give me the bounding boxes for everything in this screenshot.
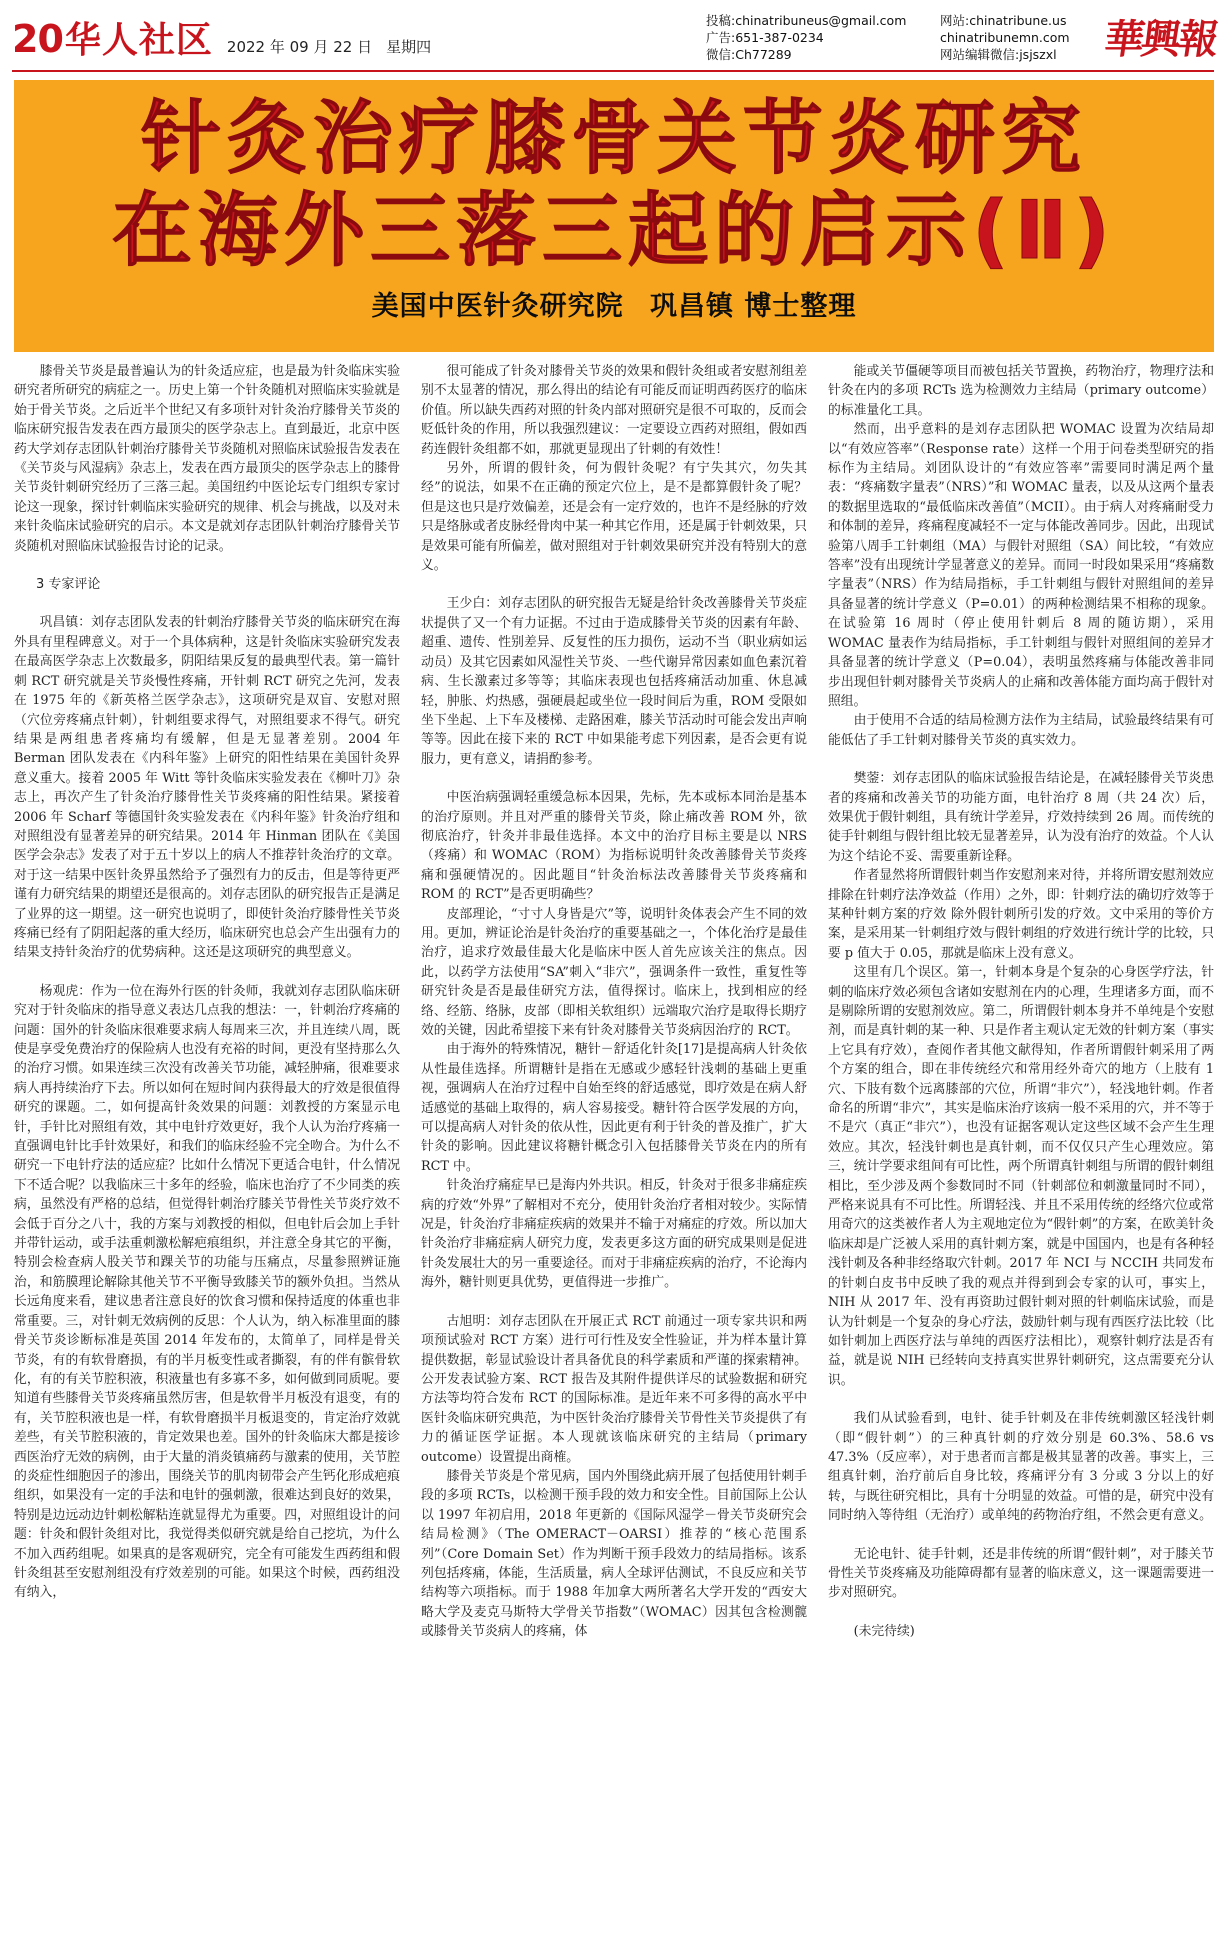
comment-gong: 巩昌镇：刘存志团队发表的针刺治疗膝骨关节炎的临床研究在海外具有里程碑意义。对于一个具体病种，这是针灸临床实验研究发表在最高医学杂志上次数最多，阴阳结果反复的最典型代表。第一篇针刺 RCT 研究就是关节炎慢性疼痛，开针刺 RCT 研究之先河，发表在 1975 年的《新英格兰医学杂志》，这项研究是双盲、安慰对照（穴位旁疼痛点针刺），针刺组要求得气，对照组要求不得气。研究结果是两组患者疼痛均有缓解，但是无显著差别。2004 年 Berman 团队发表在《内科年鉴》上研究的阳性结果在美国针灸界意义重大。接着 2005 年 Witt 等针灸临床实验发表在《柳叶刀》杂志上，再次产生了针灸治疗膝骨性关节炎疼痛的阳性结果。紧接着 2006 年 Scharf 等德国针灸实验发表在《内科年鉴》针灸治疗组和对照组没有显著差异的研究结果。2014 年 Hinman 团队在《美国医学会杂志》发表了对于五十岁以上的病人不推荐针灸治疗的文章。对于这一结果中医针灸界虽然给予了强烈有力的反击，但是等待更严谨有力研究结果的期望还是很高的。刘存志团队的研究报告正是满足了业界的这一期望。这一研究也说明了，即使针灸治疗膝骨性关节炎疼痛已经有了阴阳起落的重大经历，临床研究也总会产生出强有力的结果支持针灸治疗的优势病种。这还是这项研究的典型意义。 <box>14 615 400 961</box>
paragraph: 能或关节僵硬等项目而被包括关节置换，药物治疗，物理疗法和针灸在内的多项 RCTs 选为检测效力主结局（primary outcome）的标准量化工具。 <box>828 364 1214 418</box>
to-be-continued: (未完待续) <box>853 1623 915 1639</box>
comment-yang: 杨观虎：作为一位在海外行医的针灸师，我就刘存志团队临床研究对于针灸临床的指导意义表达几点我的想法：一，针刺治疗疼痛的问题：国外的针灸临床很难要求病人每周来三次，并且连续八周，既使是享受免费治疗的保险病人也没有充裕的时间，更没有坚持那么久的治疗习惯。如果连续三次没有改善关节功能，减轻肿痛，很难要求病人再持续治疗下去。所以如何在短时间内获得最大的疗效是很值得研究的课题。二，如何提高针灸效果的问题：刘教授的方案显示电针，手针比对照组有效，其中电针疗效更好，我个人认为治疗疼痛一直强调电针比手针效果好，和我们的临床经验不完全吻合。为什么不研究一下电针疗法的适应症？比如什么情况下更适合电针，什么情况下不适合呢？以我临床三十多年的经验，临床也治疗了不少同类的疾病，虽然没有严格的总结，但觉得针刺治疗膝关节骨性关节炎疗效不会低于百分之八十，我的方案与刘教授的相似，但电针后会加上手针并带针运动，或手法重刺激松解疤痕组织，并注意全身其它的平衡，特别会检查病人股关节和踝关节的功能与压痛点，尽量参照辨证施治，和筋膜理论解除其他关节不平衡导致膝关节的额外负担。当然从长远角度来看，建议患者注意良好的饮食习惯和保持适度的体重也非常重要。三，对针刺无效病例的反思：个人认为，纳入标准里面的膝骨关节炎诊断标准是英国 2014 年发布的，太简单了，同样是骨关节炎，有的有软骨磨损，有的半月板变性或者撕裂，有的伴有髌骨软化，有的有关节腔积液，积液量也有多寡不多，如何做到同质呢。要知道有些膝骨关节炎疼痛虽然厉害，但是软骨半月板没有退变，有的有，关节腔积液也是一样，有软骨磨损半月板退变的，肯定治疗效就差些，有关节腔积液的，肯定效果也差。国外的针灸临床大都是接诊西医治疗无效的病例，由于大量的消炎镇痛药与激素的使用，关节腔的炎症性细胞因子的渗出，围绕关节的肌肉韧带会产生钙化形成疤痕组织，如果没有一定的手法和电针的强刺激，很难达到良好的效果，特别是边远动边针刺松解粘连就显得尤为重要。四，对照组设计的问题：针灸和假针灸组对比，我觉得类似研究就是给自己挖坑，为什么不加入西药组呢。如果真的是客观研究，完全有可能发生西药组和假针灸组甚至安慰剂组没有疗效差别的可能。如果这个时候，西药组没有纳入， <box>14 983 400 1601</box>
website-secondary: chinatribunemn.com <box>940 30 1070 45</box>
paragraph: 作者显然将所谓假针刺当作安慰剂来对待，并将所谓安慰剂效应排除在针刺疗法净效益（作用）之外，即：针刺疗法的确切疗效等于某种针刺方案的疗效 除外假针刺所引发的疗效。文中采用的等价方案，是采用某一针刺组疗效与假针刺组的疗效进行统计学的比较，只要 p 值大于 0.05，那就是临床上没有意义。 <box>828 868 1214 961</box>
paragraph: 我们从试验看到，电针、徒手针刺及在非传统刺激区轻浅针刺（即“假针刺”）的三种真针刺的疗效分别是 60.3%、58.6 vs 47.3%（反应率），对于患者而言都是极其显著的改善。事实上，三组真针刺，治疗前后自身比较，疼痛评分有 3 分或 3 分以上的好转，与既往研究相比，具有十分明显的效益。可惜的是，研究中没有同时纳入等待组（无治疗）或单纯的药物治疗组，不然会更有意义。 <box>828 1411 1214 1524</box>
paragraph: 另外，所谓的假针灸，何为假针灸呢？有宁失其穴，勿失其经”的说法，如果不在正确的预定穴位上，是不是都算假针灸了呢？但是这也只是疗效偏差，还是会有一定疗效的，也许不是经脉的疗效只是络脉或者皮脉经骨肉中某一种其它作用，还是属于针刺效果，只是效果可能有所偏差，做对照组对于针刺效果研究并没有特别大的意义。 <box>421 461 807 574</box>
web-editor-wechat: 网站编辑微信:jsjszxl <box>940 47 1057 62</box>
masthead <box>0 0 1226 72</box>
website-primary: 网站:chinatribune.us <box>940 13 1067 28</box>
contact-info-left <box>706 12 906 63</box>
issue-weekday: 星期四 <box>386 38 432 56</box>
issue-date: 2022 年 09 月 22 日 <box>226 38 373 56</box>
paragraph: 这里有几个误区。第一，针刺本身是个复杂的心身医学疗法，针刺的临床疗效必须包含诸如安慰剂在内的心理，生理诸多方面，而不是剔除所谓的安慰剂效应。第二，所谓假针刺本身并不单纯是个安慰剂，而是真针刺的某一种、只是作者主观认定无效的针刺方案（事实上它具有疗效），查阅作者其他文献得知，作者所谓假针刺采用了两个方案的组合，即在非传统经穴和常用经外奇穴的地方（上肢有 1 穴、下肢有数个远离膝部的穴位，所谓“非穴”），轻浅地针刺。作者命名的所谓“非穴”，其实是临床治疗该病一般不采用的穴，并不等于不是穴（真正“非穴”），也没有证据客观认定这些区域不会产生生理效应。其次，轻浅针刺也是真针刺，而不仅仅只产生心理效应。第三，统计学要求组间有可比性，两个所谓真针刺组与所谓的假针刺组相比，至少涉及两个参数同时不同（针刺部位和刺激量同时不同），严格来说具有不可比性。所谓轻浅、并且不采用传统的经络穴位或常用奇穴的这类被作者人为主观地定位为“假针刺”的方案，在欧美针灸临床却是广泛被人采用的真针刺方案，就是中国国内，也是有各种轻浅针刺及各种非经络取穴针刺。2017 年 NCI 与 NCCIH 共同发布的针刺白皮书中反映了我的观点并得到到会专家的认可，事实上，NIH 从 2017 年、没有再资助过假针刺对照的针刺临床试验，而是认为针刺是一个复杂的身心疗法，鼓励针刺与现有西医疗法比较（比如针刺加上西医疗法与单纯的西医疗法相比），观察针刺疗法是否有益，就是说 NIH 已经转向支持真实世界针刺研究，这点需要充分认识。 <box>828 965 1214 1388</box>
comment-fan: 樊蓥：刘存志团队的临床试验报告结论是，在减轻膝骨关节炎患者的疼痛和改善关节的功能方面，电针治疗 8 周（共 24 次）后，效果优于假针刺组，具有统计学差异，疗效持续到 26 周。而传统的徒手针刺组与假针组比较无显著差异，认为没有治疗的效益。个人认为这个结论不妥、需要重新诠释。 <box>828 771 1214 864</box>
page-number: 20 <box>12 17 63 61</box>
comment-yang-continued: 很可能成了针灸对膝骨关节炎的效果和假针灸组或者安慰剂组差别不太显著的情况，那么得出的结论有可能反而证明西药医疗的临床价值。所以缺失西药对照的针灸内部对照研究是很不可取的，反而会贬低针灸的作用，所以我强烈建议：一定要设立西药对照组，假如西药连假针灸组都不如，那就更显现出了针刺的有效性！ <box>421 364 807 457</box>
headline-line-1: 针灸治疗膝骨关节炎研究 <box>141 92 1087 185</box>
byline-author: 巩昌镇 博士整理 <box>650 291 857 322</box>
article-column-1 <box>14 362 400 1932</box>
paragraph: 由于海外的特殊情况，糖针－舒适化针灸[17]是提高病人针灸依从性最佳选择。所谓糖针是指在无感或少感轻针浅刺的基础上更重视，强调病人在治疗过程中自始至终的舒适感觉，即疗效是在病人舒适感觉的基础上取得的，病人容易接受。糖针符合医学发展的方向，可以提高病人对针灸的依从性，因此更有利于针灸的普及推广，扩大针灸的影响。因此建议将糖针概念引入包括膝骨关节炎在内的所有 RCT 中。 <box>421 1042 807 1174</box>
comment-wang: 王少白：刘存志团队的研究报告无疑是给针灸改善膝骨关节炎症状提供了又一个有力证据。不过由于造成膝骨关节炎的因素有年龄、超重、遗传、性别差异、反复性的压力损伤，运动不当（职业病如运动员）及其它因素如风湿性关节炎、一些代谢异常因素如血色素沉着病、生长激素过多等等；其临床表现也包括疼痛活动加重、休息减轻，肿胀、灼热感，强硬晨起或坐位一段时间后为重，ROM 受限如坐下坐起、上下车及楼梯、走路困难，膝关节活动时可能会发出声响等等。因此在接下来的 RCT 中如果能考虑下列因素，是否会更有说服力，更有意义，请捐酌参考。 <box>421 596 807 767</box>
paragraph: 然而，出乎意料的是刘存志团队把 WOMAC 设置为次结局却以“有效应答率”（Response rate）这样一个用于问卷类型研究的指标作为主结局。刘团队设计的“有效应答率”需要同时满足两个量表：“疼痛数字量表”（NRS）”和 WOMAC 量表，以及从这两个量表的数据里选取的“最低临床改善值”（MCII）。由于病人对疼痛耐受力和体制的差异，疼痛程度减轻不一定与体能改善同步。因此，出现试验第八周手工针刺组（MA）与假针对照组（SA）间比较，“有效应答率”没有出现统计学显著意义的差异。而同一时段如果采用“疼痛数字量表”（NRS）作为结局指标，手工针刺组与假针对照组间的差异具备显著的统计学意义（P=0.01）的两种检测结果不相称的现象。在试验第 16 周时（停止使用针刺后 8 周的随访期），采用 WOMAC 量表作为结局指标，手工针刺组与假针对照组间的差异才具备显著的统计学意义（P=0.04），表明虽然疼痛与体能改善非同步出现但针刺对膝骨关节炎病人的止痛和改善体能方面均高于假针对照组。 <box>828 422 1214 709</box>
paragraph: 皮部理论，“寸寸人身皆是穴”等，说明针灸体表会产生不同的效用。更加，辨证论治是针灸治疗的重要基础之一，个体化治疗是最佳治疗，追求疗效最佳最大化是临床中医人首先应该关注的焦点。因此，以药学方法使用“SA”刺入“非穴”，强调条件一致性，重复性等研究针灸是否是最佳研究方法，值得探讨。临床上，找到相应的经络、经筋、络脉，皮部（即相关软组织）远端取穴治疗是取得长期疗效的关键，因此希望接下来有针灸对膝骨关节炎病因治疗的 RCT。 <box>421 906 807 1038</box>
contact-info-right <box>940 12 1070 63</box>
newspaper-logo: 華興報 <box>1101 16 1219 63</box>
section-title: 华人社区 <box>64 20 213 61</box>
paragraph: 中医治病强调轻重缓急标本因果，先标，先本或标本同治是基本的治疗原则。并且对严重的膝骨关节炎，除止痛改善 ROM 外，欲彻底治疗，针灸并非最佳选择。本文中的治疗目标主要是以 NRS（疼痛）和 WOMAC（ROM）为指标说明针灸改善膝骨关节炎疼痛和强硬情况的。因此题目“针灸治标法改善膝骨关节炎疼痛和 ROM 的 RCT”是否更明确些？ <box>421 790 807 903</box>
article-column-3 <box>828 362 1214 1932</box>
headline-line-2: 在海外三落三起的启示(Ⅱ) <box>112 184 1116 277</box>
paragraph: 针灸治疗痛症早已是海内外共识。相反，针灸对于很多非痛症疾病的疗效“外界”了解相对不充分，使用针灸治疗者相对较少。实际情况是，针灸治疗非痛症疾病的效果并不输于对痛症的疗效。所以加大针灸治疗非痛症病人研究力度，发表更多这方面的研究成果则是促进针灸发展壮大的另一重要途径。而对于非痛症疾病的治疗，不论海内海外，糖针则更具优势，更值得进一步推广。 <box>421 1178 807 1291</box>
masthead-divider <box>12 70 1214 72</box>
section-heading: 3 专家评论 <box>36 577 101 593</box>
ad-phone: 广告:651-387-0234 <box>706 30 824 45</box>
wechat-id: 微信:Ch77289 <box>706 47 792 62</box>
masthead-left <box>12 12 431 63</box>
paragraph: 由于使用不合适的结局检测方法作为主结局，试验最终结果有可能低估了手工针刺对膝骨关节炎的真实效力。 <box>828 713 1214 748</box>
byline <box>14 284 1214 323</box>
paragraph: 膝骨关节炎是个常见病，国内外围绕此病开展了包括使用针刺手段的多项 RCTs，以检测干预手段的效力和安全性。目前国际上公认以 1997 年初启用，2018 年更新的《国际风湿学－骨关节炎研究会结局检测》（The OMERACT－OARSI）推荐的“核心范围系列”（Core Domain Set）作为判断干预手段效力的结局指标。该系列包括疼痛，体能，生活质量，病人全球评估测试，不良反应和关节结构等六项指标。而于 1988 年加拿大两所著名大学开发的“西安大略大学及麦克马斯特大学骨关节指数”（WOMAC）因其包含检测髋或膝骨关节炎病人的疼痛，体 <box>421 1468 807 1640</box>
paragraph: 无论电针、徒手针刺，还是非传统的所谓“假针刺”，对于膝关节骨性关节炎疼痛及功能障碍都有显著的临床意义，这一课题需要进一步对照研究。 <box>828 1546 1214 1601</box>
byline-organization: 美国中医针灸研究院 <box>371 291 624 322</box>
article-body <box>14 362 1214 1932</box>
comment-gu: 古旭明：刘存志团队在开展正式 RCT 前通过一项专家共识和两项预试验对 RCT 方案）进行可行性及安全性验证，并为样本量计算提供数据，彰显试验设计者具备优良的科学素质和严谨的探索精神。公开发表试验方案、RCT 报告及其附件提供详尽的试验数据和研究方法等均符合发布 RCT 的国际标准。是近年来不可多得的高水平中医针灸临床研究典范，为中医针灸治疗膝骨关节骨性关节炎提供了有力的循证医学证据。本人现就该临床研究的主结局（primary outcome）设置提出商榷。 <box>421 1313 807 1465</box>
submission-email: 投稿:chinatribuneus@gmail.com <box>706 13 907 28</box>
intro-paragraph: 膝骨关节炎是最普遍认为的针灸适应症，也是最为针灸临床实验研究者所研究的病症之一。历史上第一个针灸随机对照临床实验就是始于骨关节炎。之后近半个世纪又有多项针对针灸治疗膝骨关节炎的临床研究报告发表在西方最顶尖的医学杂志上。直到最近，北京中医药大学刘存志团队针刺治疗膝骨关节炎随机对照临床试验报告发表在《关节炎与风湿病》杂志上，发表在西方最顶尖的医学杂志上的膝骨关节炎针刺研究经历了三落三起。美国纽约中医论坛专门组织专家讨论这一现象，探讨针刺临床实验研究的规律、机会与挑战，以及对未来针灸临床试验研究的启示。本文是就刘存志团队针刺治疗膝骨关节炎随机对照临床试验报告讨论的记录。 <box>14 364 400 554</box>
headline-banner <box>14 80 1214 352</box>
article-column-2 <box>421 362 807 1932</box>
